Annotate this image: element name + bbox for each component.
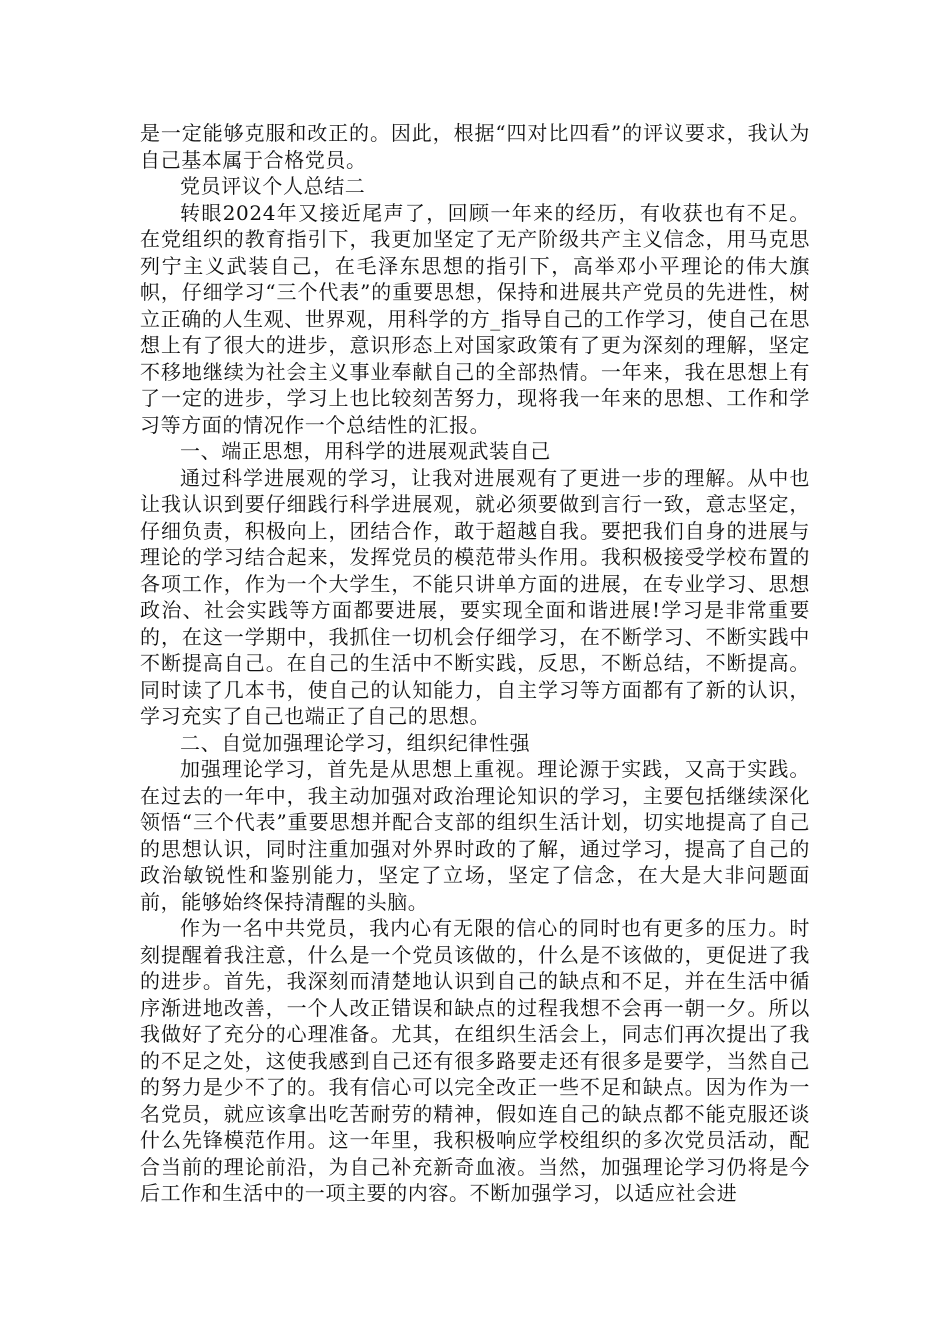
paragraph-section-2-a: 加强理论学习，首先是从思想上重视。理论源于实践，又高于实践。在过去的一年中，我主动加强对政治理论知识的学习，主要包括继续深化领悟“三个代表”重要思想并配合支部的组织生活计划，切实地提高了自己的思想认识，同时注重加强对外界时政的了解，通过学习，提高了自己的政治敏锐性和鉴别能力，坚定了立场，坚定了信念，在大是大非问题面前，能够始终保持清醒的头脑。	[140, 757, 810, 914]
section-title: 党员评议个人总结二	[180, 174, 366, 198]
paragraph-continuation: 是一定能够克服和改正的。因此，根据“四对比四看”的评议要求，我认为自己基本属于合格党员。	[140, 121, 810, 172]
paragraph-section-2-b: 作为一名中共党员，我内心有无限的信心的同时也有更多的压力。时刻提醒着我注意，什么是一个党员该做的，什么是不该做的，更促进了我的进步。首先，我深刻而清楚地认识到自己的缺点和不足，并在生活中循序渐进地改善，一个人改正错误和缺点的过程我想不会再一朝一夕。所以我做好了充分的心理准备。尤其，在组织生活会上，同志们再次提出了我的不足之处，这使我感到自己还有很多路要走还有很多是要学，当然自己的努力是少不了的。我有信心可以完全改正一些不足和缺点。因为作为一名党员，就应该拿出吃苦耐劳的精神，假如连自己的缺点都不能克服还谈什么先锋模范作用。这一年里，我积极响应学校组织的多次党员活动，配合当前的理论前沿，为自己补充新奇血液。当然，加强理论学习仍将是今后工作和生活中的一项主要的内容。不断加强学习，以适应社会进	[140, 916, 810, 1205]
paragraph-intro: 转眼2024年又接近尾声了，回顾一年来的经历，有收获也有不足。在党组织的教育指引下，我更加坚定了无产阶级共产主义信念，用马克思列宁主义武装自己，在毛泽东思想的指引下，高举邓小平理论的伟大旗帜，仔细学习“三个代表”的重要思想，保持和进展共产党员的先进性，树立正确的人生观、世界观，用科学的方_指导自己的工作学习，使自己在思想上有了很大的进步，意识形态上对国家政策有了更为深刻的理解，坚定不移地继续为社会主义事业奉献自己的全部热情。一年来，我在思想上有了一定的进步，学习上也比较刻苦努力，现将我一年来的思想、工作和学习等方面的情况作一个总结性的汇报。	[140, 200, 810, 437]
paragraph-section-1: 通过科学进展观的学习，让我对进展观有了更进一步的理解。从中也让我认识到要仔细践行科学进展观，就必须要做到言行一致，意志坚定，仔细负责，积极向上，团结合作，敢于超越自我。要把我们自身的进展与理论的学习结合起来，发挥党员的模范带头作用。我积极接受学校布置的各项工作，作为一个大学生，不能只讲单方面的进展，在专业学习、思想政治、社会实践等方面都要进展，要实现全面和谐进展!学习是非常重要的，在这一学期中，我抓住一切机会仔细学习，在不断学习、不断实践中不断提高自己。在自己的生活中不断实践，反思，不断总结，不断提高。同时读了几本书，使自己的认知能力，自主学习等方面都有了新的认识，学习充实了自己也端正了自己的思想。	[140, 465, 810, 728]
heading-section-2: 二、自觉加强理论学习，组织纪律性强	[180, 730, 531, 755]
document-body	[140, 120, 810, 1207]
heading-section-1: 一、端正思想，用科学的进展观武装自己	[180, 439, 551, 463]
